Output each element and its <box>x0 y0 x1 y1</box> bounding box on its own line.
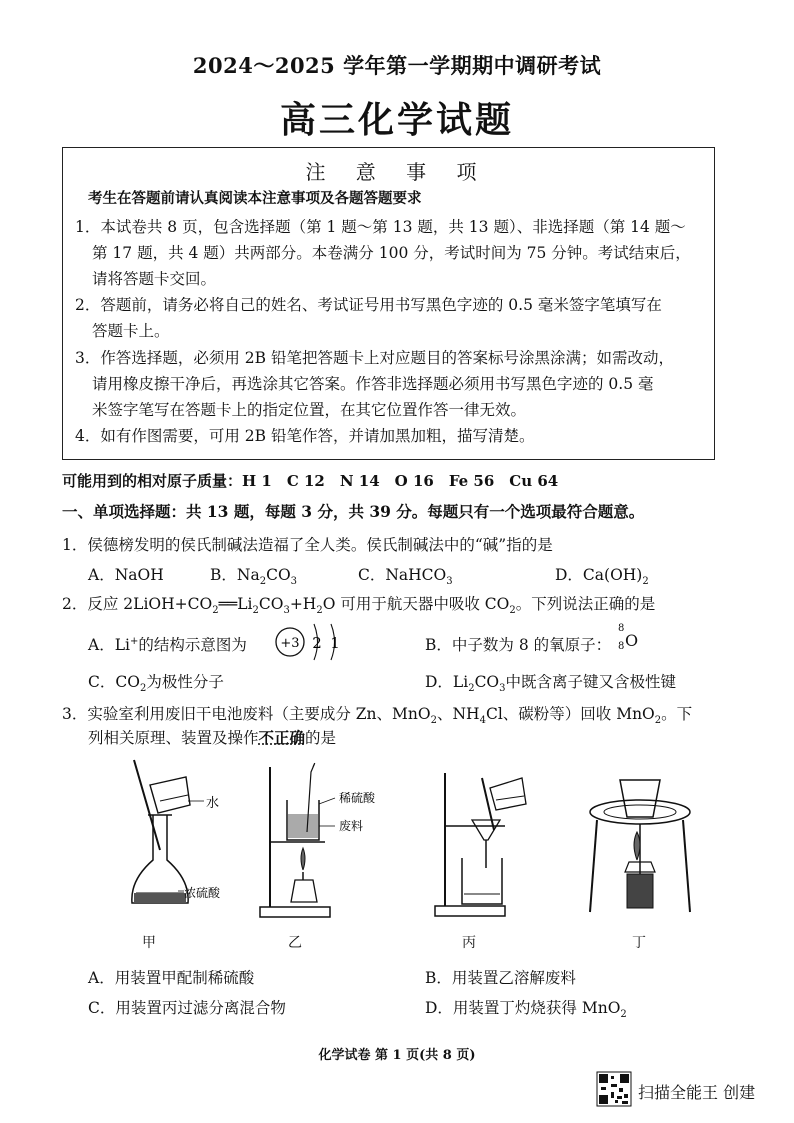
notice-item-2-line-2: 答题卡上。 <box>92 322 170 340</box>
q1-option-c: C．NaHCO$_3$ <box>358 566 453 588</box>
paper-title: 高三化学试题 <box>279 99 514 141</box>
q1-option-d: D．$Ca(OH)_2$ <box>555 566 649 588</box>
q2-option-c: C．$CO_2$为极性分子 <box>88 673 224 695</box>
notice-item-4: 4．如有作图需要，可用 2B 铅笔作答，并请加黑加粗，描写清楚。 <box>75 427 535 445</box>
element-symbol: O <box>625 631 639 650</box>
q2-option-d: D．$Li_2CO_3$中既含离子键又含极性键 <box>425 673 677 695</box>
li-ion-structure-diagram <box>274 618 354 668</box>
caption-ding: 丁 <box>632 935 646 951</box>
q3-stem-line-1: 3．实验室利用废旧干电池废料（主要成分 Zn、MnO$_2$、$NH_4Cl$、碳粉等）回收 MnO$_2$。下 <box>62 705 693 727</box>
exam-title: 2024～2025 学年第一学期期中调研考试 <box>192 53 602 78</box>
apparatus-ding <box>585 772 695 917</box>
qr-code-icon <box>597 1072 631 1106</box>
apparatus-jia <box>120 755 240 930</box>
q2-option-a: A．Li+的结构示意图为 <box>88 635 247 654</box>
notice-item-2-line-1: 2．答题前，请务必将自己的姓名、考试证号用书写黑色字迹的 0.5 毫米签字笔填写在 <box>75 296 662 314</box>
q1-stem: 1．侯德榜发明的侯氏制碱法造福了全人类。侯氏制碱法中的“碱”指的是 <box>62 536 553 554</box>
oxygen-nuclide <box>618 623 642 659</box>
q2-option-b: B．中子数为 8 的氧原子： <box>425 636 612 654</box>
q3-option-a: A．用装置甲配制稀硫酸 <box>88 969 255 987</box>
label-waste-material: 废料 <box>339 819 364 833</box>
notice-item-1-line-2: 第 17 题，共 4 题）共两部分。本卷满分 100 分，考试时间为 75 分钟。考试结束后， <box>92 244 691 262</box>
caption-bing: 丙 <box>462 935 476 951</box>
notice-item-3-line-1: 3．作答选择题，必须用 2B 铅笔把答题卡上对应题目的答案标号涂黑涂满；如需改动， <box>75 349 674 367</box>
section-1-heading: 一、单项选择题：共 13 题，每题 3 分，共 39 分。每题只有一个选项最符合题意。 <box>62 502 645 521</box>
apparatus-yi <box>255 762 375 922</box>
atomic-number: 8 <box>618 641 625 652</box>
apparatus-bing <box>430 768 540 918</box>
notice-intro: 考生在答题前请认真阅读本注意事项及各题答题要求 <box>88 190 422 207</box>
q2-stem: 2．反应 $2LiOH+CO_2══Li_2CO_3+H_2O$ 可用于航天器中吸收 $CO_2$。下列说法正确的是 <box>62 595 656 617</box>
notice-item-1-line-1: 1．本试卷共 8 页，包含选择题（第 1 题～第 13 题，共 13 题）、非选择题（第 14 题～ <box>75 218 686 236</box>
notice-item-1-line-3: 请将答题卡交回。 <box>92 270 217 288</box>
caption-jia: 甲 <box>142 935 156 951</box>
nucleus-charge: +3 <box>280 636 300 651</box>
scanner-watermark: 扫描全能王 创建 <box>638 1083 756 1102</box>
notice-heading: 注 意 事 项 <box>305 160 489 184</box>
label-dilute-sulfuric-acid: 稀硫酸 <box>339 791 376 805</box>
q3-option-c: C．用装置丙过滤分离混合物 <box>88 999 286 1017</box>
q1-option-b: B．$Na_2CO_3$ <box>210 566 298 588</box>
caption-yi: 乙 <box>288 935 302 951</box>
page-footer: 化学试卷 第 1 页(共 8 页) <box>318 1048 476 1063</box>
label-water: 水 <box>206 796 220 811</box>
q3-option-b: B．用装置乙溶解废料 <box>425 969 576 987</box>
atomic-masses: 可能用到的相对原子质量：H 1 C 12 N 14 O 16 Fe 56 Cu 64 <box>62 472 559 490</box>
q3-option-d: D．用装置丁灼烧获得 MnO$_2$ <box>425 999 627 1021</box>
label-conc-sulfuric-acid: 浓硫酸 <box>184 886 221 900</box>
q3-stem-line-2: 列相关原理、装置及操作不正确的是 <box>88 728 337 747</box>
notice-item-3-line-2: 请用橡皮擦干净后，再选涂其它答案。作答非选择题必须用书写黑色字迹的 0.5 毫 <box>92 375 654 393</box>
shell-1-electrons: 2 <box>312 634 322 652</box>
shell-2-electrons: 1 <box>330 634 340 652</box>
q1-option-a: A．NaOH <box>88 566 164 584</box>
notice-item-3-line-3: 米签字笔写在答题卡上的指定位置，在其它位置作答一律无效。 <box>92 401 527 419</box>
mass-number: 8 <box>618 623 625 634</box>
